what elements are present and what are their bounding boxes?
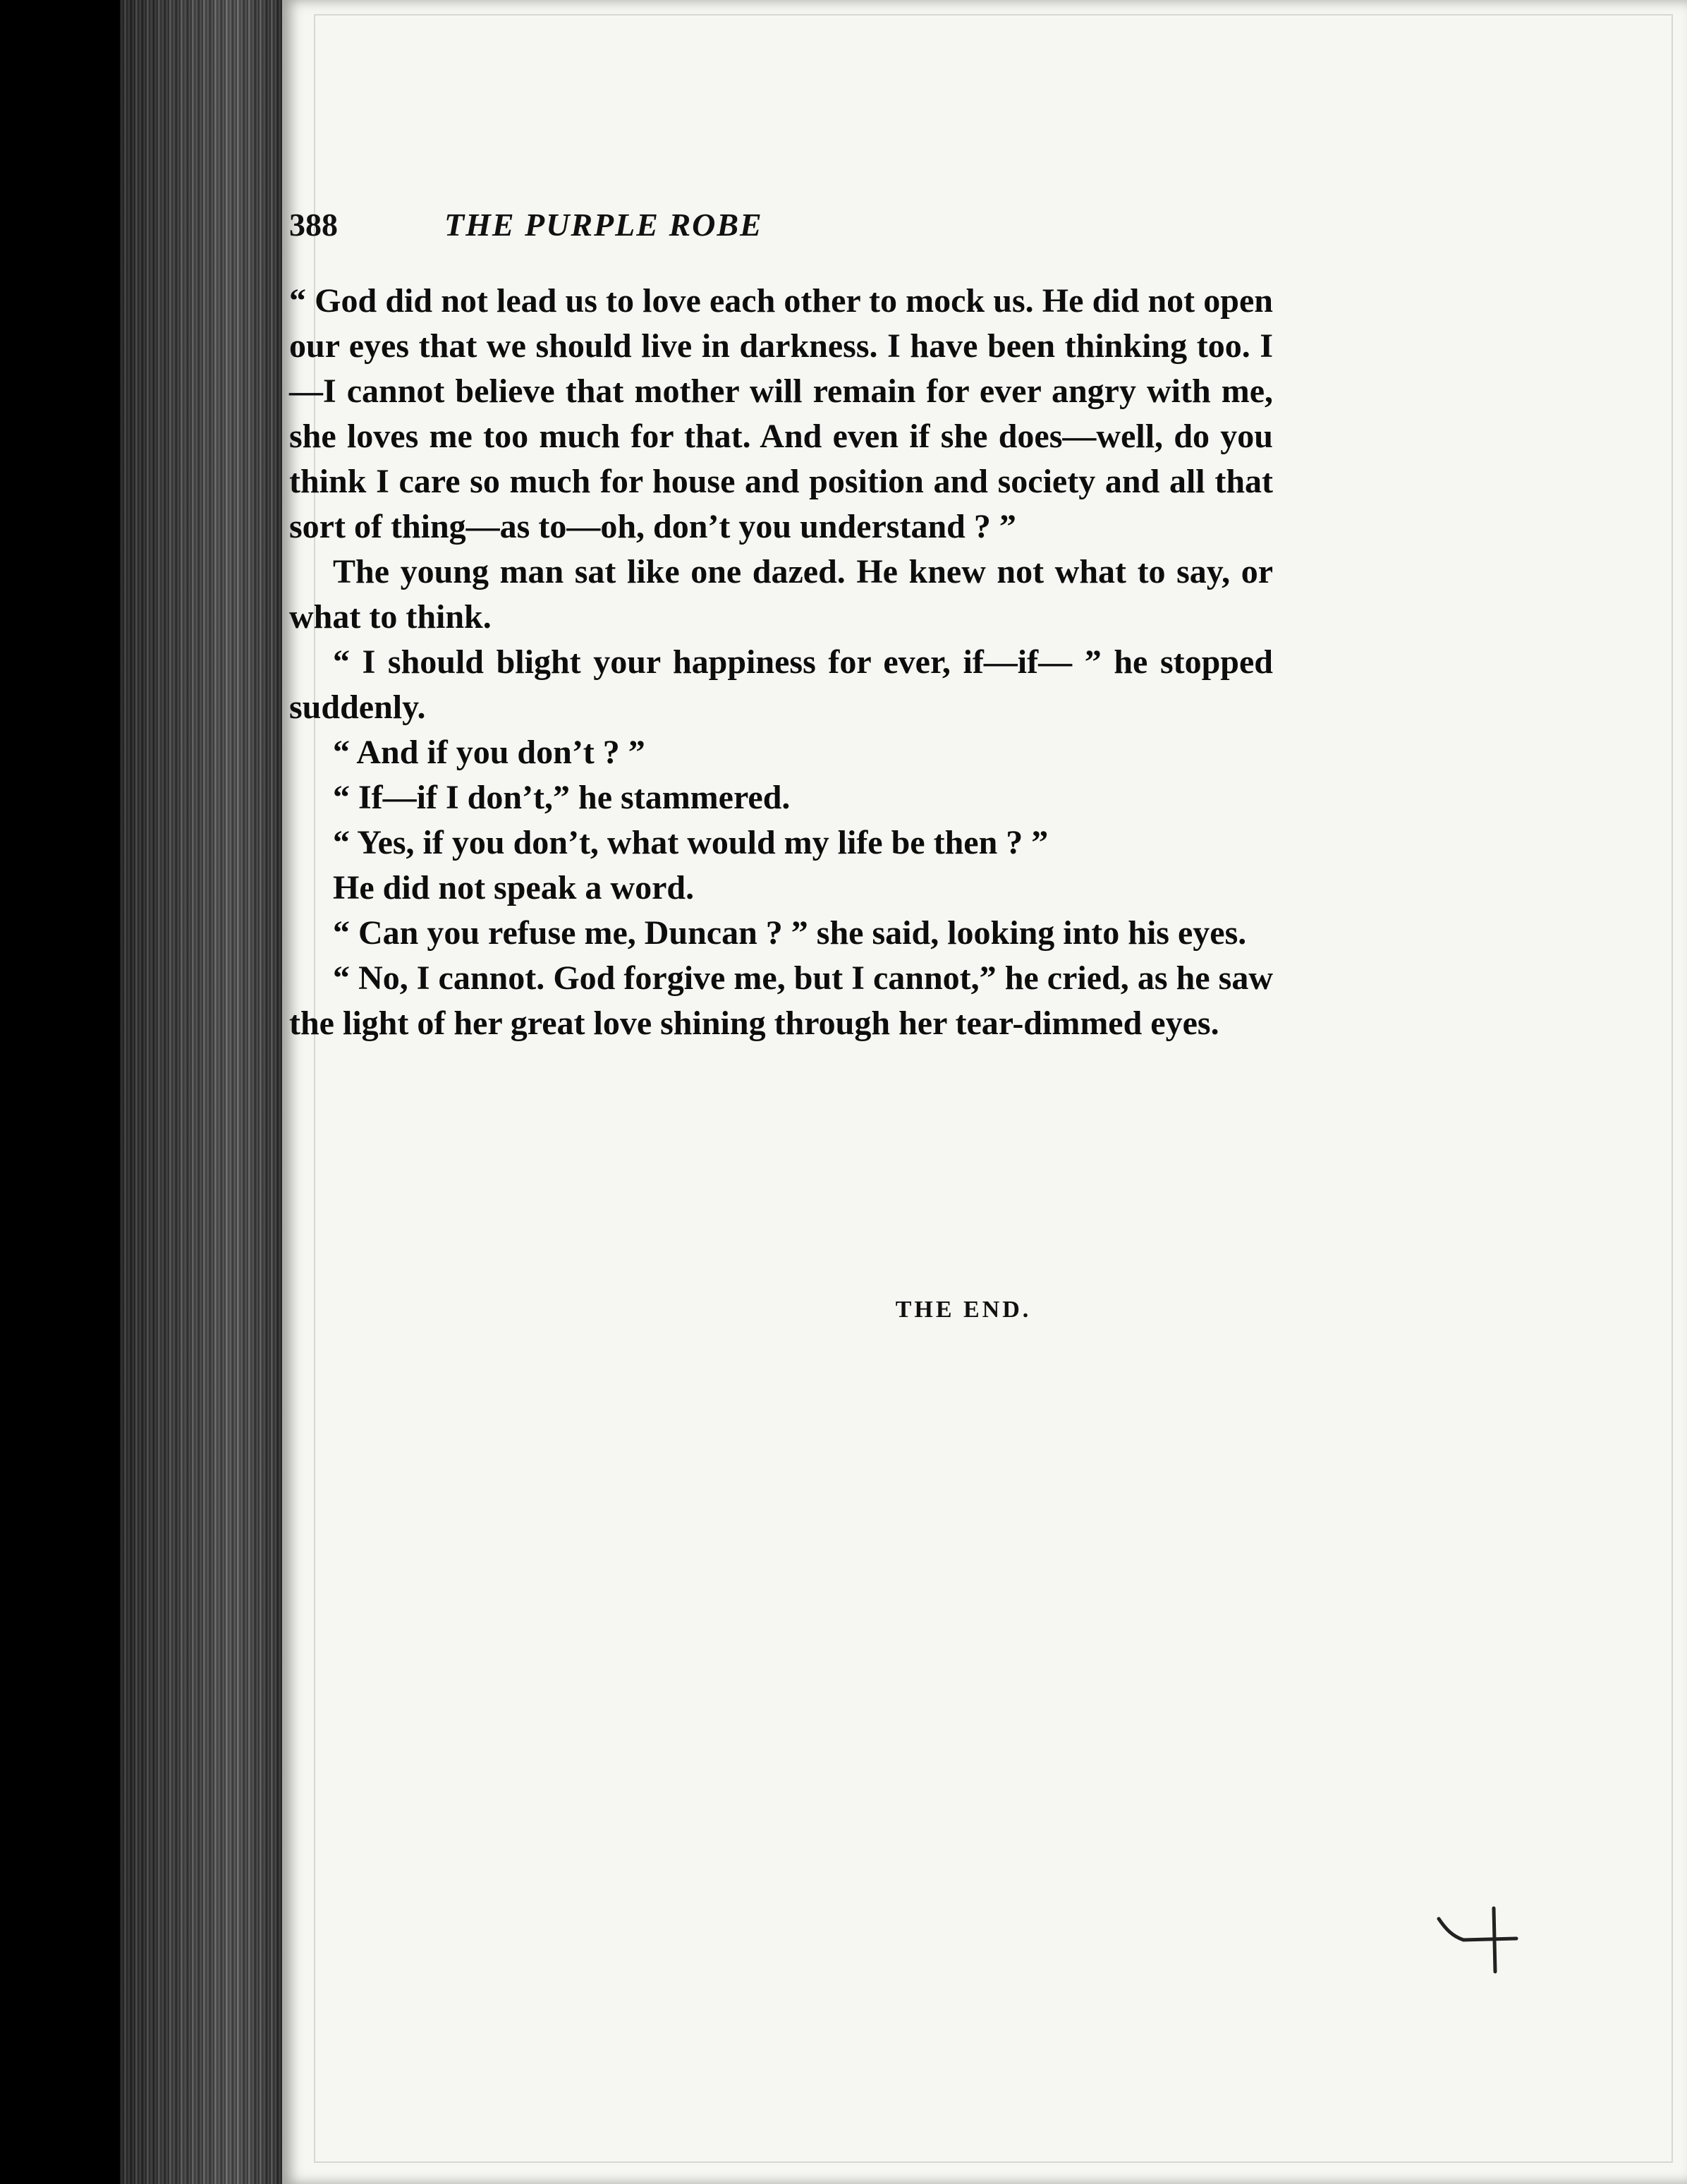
page-number: 388	[289, 207, 338, 243]
paragraph: “ And if you don’t ? ”	[333, 734, 645, 771]
paragraph: “ I should blight your happiness for ever, if—if— ” he stopped suddenly.	[289, 643, 1273, 726]
running-title: THE PURPLE ROBE	[444, 207, 763, 243]
book-fore-edge	[120, 0, 282, 2184]
paragraph: The young man sat like one dazed. He knew not what to say, or what to think.	[289, 553, 1273, 636]
pencil-mark-4	[1425, 1898, 1523, 1975]
the-end-label: THE END.	[895, 1297, 1032, 1323]
running-head	[289, 206, 1277, 255]
paragraph: He did not speak a word.	[333, 869, 695, 906]
paragraph: “ Can you refuse me, Duncan ? ” she said, looking into his eyes.	[333, 914, 1247, 952]
paragraph: “ God did not lead us to love each other to mock us. He did not open our eyes that we should live in darkness. I have been thinking too. I—I cannot believe that mother will remain for ever angry with me, she loves me too much for that. And even if she does—well, do you think I care so much for house and position and society and all that sort of thing—as to—oh, don’t you understand ? ”	[289, 282, 1273, 545]
paragraph: “ Yes, if you don’t, what would my life be then ? ”	[333, 824, 1049, 861]
text-block	[289, 279, 1273, 1046]
scan-margin	[0, 0, 120, 2184]
paragraph: “ No, I cannot. God forgive me, but I cannot,” he cried, as he saw the light of her great love shining through her tear-dimmed eyes.	[289, 959, 1273, 1042]
paragraph: “ If—if I don’t,” he stammered.	[333, 779, 791, 816]
